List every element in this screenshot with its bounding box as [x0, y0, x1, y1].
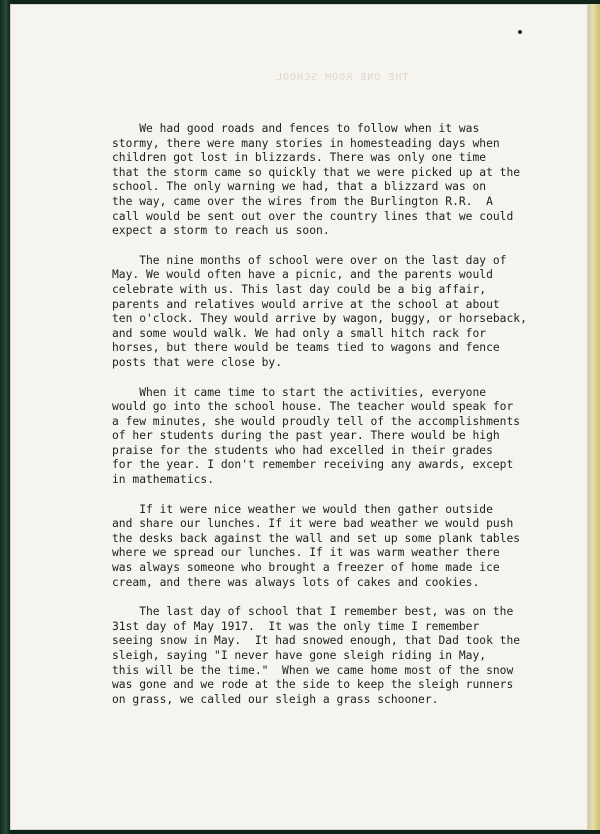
- text-line: was gone and we rode at the side to keep the sleigh runners: [112, 678, 514, 692]
- body-text: [112, 122, 582, 722]
- text-line: 31st day of May 1917. It was the only time I remember: [112, 619, 480, 633]
- text-line: this will be the time." When we came home most of the snow: [112, 663, 514, 677]
- text-line: and some would walk. We had only a small hitch rack for: [112, 326, 487, 340]
- text-line: celebrate with us. This last day could be a big affair,: [112, 282, 487, 296]
- paragraph: [112, 605, 582, 707]
- ink-dot: [518, 30, 522, 34]
- text-line: where we spread our lunches. If it was warm weather there: [112, 546, 500, 560]
- bleed-through-header: THE ONE ROOM SCHOOL: [275, 72, 409, 83]
- text-line: sleigh, saying "I never have gone sleigh riding in May,: [112, 649, 487, 662]
- paragraph: [112, 122, 582, 239]
- text-line: and share our lunches. If it were bad weather we would push: [112, 517, 514, 531]
- text-line: posts that were close by.: [112, 355, 283, 369]
- text-line: The last day of school that I remember best, was on the: [112, 605, 514, 619]
- paragraph: [112, 503, 582, 591]
- text-line: on grass, we called our sleigh a grass schooner.: [112, 692, 439, 706]
- text-line: The nine months of school were over on the last day of: [112, 253, 507, 267]
- page-edge: [588, 4, 600, 830]
- text-line: of her students during the past year. There would be high: [112, 429, 500, 443]
- text-line: the way, came over the wires from the Burlington R.R. A: [112, 194, 493, 208]
- text-line: horses, but there would be teams tied to wagons and fence: [112, 341, 500, 355]
- text-line: in mathematics.: [112, 473, 215, 487]
- text-line: seeing snow in May. It had snowed enough, that Dad took the: [112, 634, 521, 648]
- paragraph: [112, 254, 582, 371]
- paragraph: [112, 386, 582, 488]
- text-line: expect a storm to reach us soon.: [112, 224, 330, 238]
- text-line: cream, and there was always lots of cakes and cookies.: [112, 575, 480, 589]
- text-line: would go into the school house. The teacher would speak for: [112, 400, 514, 414]
- text-line: praise for the students who had excelled in their grades: [112, 443, 493, 457]
- text-line: We had good roads and fences to follow when it was: [112, 122, 480, 135]
- text-line: the desks back against the wall and set up some plank tables: [112, 531, 521, 545]
- text-line: that the storm came so quickly that we were picked up at the: [112, 165, 521, 179]
- text-line: for the year. I don't remember receiving any awards, except: [112, 458, 514, 472]
- text-line: children got lost in blizzards. There was only one time: [112, 151, 487, 165]
- text-line: call would be sent out over the country lines that we could: [112, 209, 514, 223]
- text-line: a few minutes, she would proudly tell of the accomplishments: [112, 414, 521, 428]
- text-line: school. The only warning we had, that a blizzard was on: [112, 180, 487, 194]
- text-line: parents and relatives would arrive at the school at about: [112, 297, 500, 311]
- text-line: May. We would often have a picnic, and the parents would: [112, 268, 493, 282]
- text-line: If it were nice weather we would then gather outside: [112, 502, 493, 516]
- text-line: When it came time to start the activities, everyone: [112, 385, 487, 399]
- text-line: ten o'clock. They would arrive by wagon, buggy, or horseback,: [112, 312, 527, 326]
- text-line: stormy, there were many stories in homesteading days when: [112, 136, 500, 150]
- text-line: was always someone who brought a freezer of home made ice: [112, 561, 500, 575]
